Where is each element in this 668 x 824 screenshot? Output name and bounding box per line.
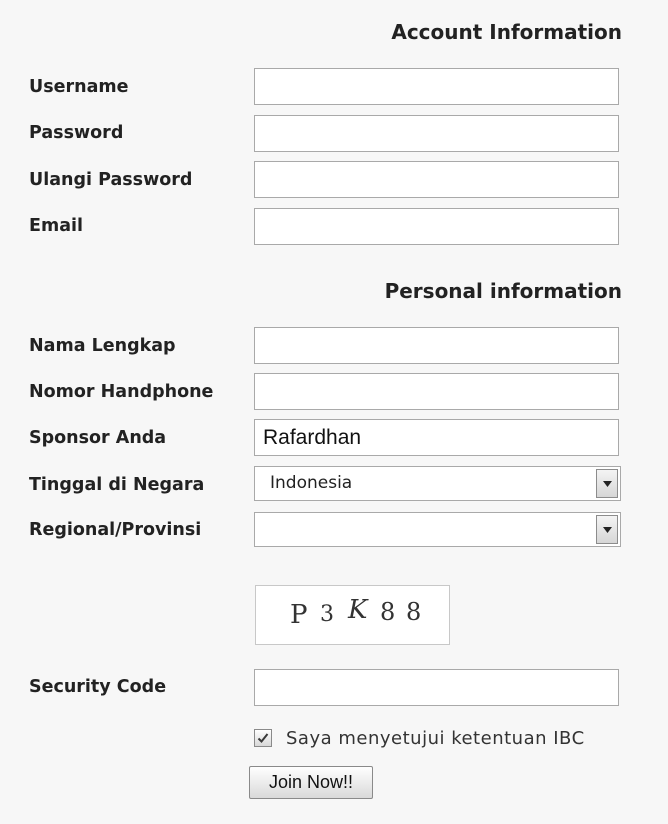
- agreement-text: Saya menyetujui ketentuan IBC: [286, 728, 585, 749]
- password-label: Password: [29, 123, 124, 143]
- country-selected-value: Indonesia: [270, 473, 353, 493]
- region-dropdown-button[interactable]: [596, 515, 618, 544]
- full-name-input[interactable]: [254, 327, 619, 364]
- checkmark-icon: [257, 732, 269, 744]
- country-dropdown-button[interactable]: [596, 469, 618, 498]
- password-input[interactable]: [254, 115, 619, 152]
- phone-label: Nomor Handphone: [29, 382, 214, 402]
- security-code-input[interactable]: [254, 669, 619, 706]
- country-label: Tinggal di Negara: [29, 475, 205, 495]
- join-now-button[interactable]: Join Now!!: [249, 766, 373, 799]
- repeat-password-input[interactable]: [254, 161, 619, 198]
- country-select[interactable]: [254, 466, 621, 501]
- captcha-char: 8: [380, 598, 396, 626]
- personal-information-heading: Personal information: [384, 279, 622, 303]
- sponsor-label: Sponsor Anda: [29, 428, 167, 448]
- captcha-image: [255, 585, 450, 645]
- security-code-label: Security Code: [29, 677, 167, 697]
- captcha-char: 8: [406, 598, 422, 626]
- region-label: Regional/Provinsi: [29, 520, 202, 540]
- captcha-char: 3: [320, 602, 334, 627]
- sponsor-input[interactable]: [254, 419, 619, 456]
- username-label: Username: [29, 77, 129, 97]
- agreement-checkbox[interactable]: [254, 729, 272, 747]
- full-name-label: Nama Lengkap: [29, 336, 176, 356]
- phone-input[interactable]: [254, 373, 619, 410]
- captcha-char: K: [348, 595, 368, 625]
- captcha-char: P: [290, 600, 308, 630]
- account-information-heading: Account Information: [391, 20, 622, 44]
- chevron-down-icon: [603, 527, 612, 533]
- chevron-down-icon: [603, 481, 612, 487]
- region-select[interactable]: [254, 512, 621, 547]
- email-label: Email: [29, 216, 83, 236]
- repeat-password-label: Ulangi Password: [29, 170, 193, 190]
- email-input[interactable]: [254, 208, 619, 245]
- username-input[interactable]: [254, 68, 619, 105]
